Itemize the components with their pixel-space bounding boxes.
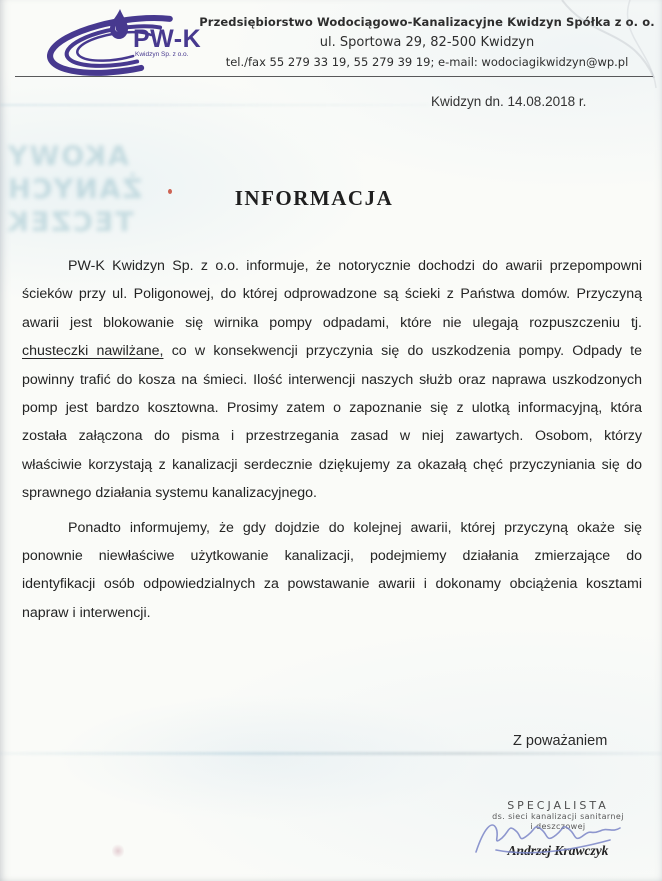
pwk-logo-graphic (16, 6, 208, 80)
body-line: została załączona do pisma i przestrzegania zasad w niej zawartych. Osobom, którzy (22, 428, 642, 445)
body-line: pomp jest bardzo kosztowna. Prosimy zatem o zapoznanie się z ulotką informacyjną, która (22, 400, 642, 417)
body-line: powinny trafić do kosza na śmieci. Ilość interwencji naszych służb oraz naprawa uszkodzonych (22, 371, 642, 388)
body-line: identyfikacji osób odpowiedzialnych za powstawanie awarii i dokonamy obciążenia kosztami (22, 576, 642, 593)
body-line-text: co w konsekwencji przyczynia się do uszkodzenia pompy. Odpady te (163, 343, 642, 360)
company-name: Przedsiębiorstwo Wodociągowo-Kanalizacyjne Kwidzyn Spółka z o. o. (199, 15, 655, 29)
paper-crease-middle (0, 752, 662, 755)
signature-dept-1: ds. sieci kanalizacji sanitarnej (492, 812, 624, 821)
ink-smudge (112, 843, 124, 859)
paper-crease-top (0, 104, 430, 106)
logo-subtext: Kwidzyn Sp. z o.o. (135, 51, 189, 58)
body-line: awarii jest blokowanie się wirnika pompy odpadami, które nie ulegają rozpuszczeniu tj. (22, 314, 642, 331)
body-line (22, 337, 642, 365)
paragraph-1 (22, 252, 642, 508)
body-line: napraw i interwencji. (22, 604, 151, 621)
signature-block (468, 799, 648, 859)
letter-body (22, 252, 642, 627)
ghost-line: TECZEK (6, 207, 134, 238)
closing-salutation: Z poważaniem (513, 733, 608, 749)
body-line: właściwie korzystają z kanalizacji serdecznie dziękujemy za okazałą chęć przyczyniania się do (22, 456, 642, 473)
company-contact: tel./fax 55 279 33 19, 55 279 39 19; e-mail: wodociagikwidzyn@wp.pl (225, 55, 629, 69)
company-logo (16, 6, 208, 80)
letterhead (198, 12, 656, 72)
ghost-line: ŻANYCH (6, 174, 143, 205)
signatory-name: Andrzej Krawczyk (507, 843, 609, 858)
signature-dept-2: i deszczowej (530, 822, 586, 831)
body-line: Ponadto informujemy, że gdy dojdzie do kolejnej awarii, której przyczyną okaże się (68, 519, 642, 536)
paragraph-2 (22, 514, 642, 628)
body-line: ponownie niewłaściwe użytkowanie kanalizacji, podejmiemy działania zmierzające do (22, 548, 642, 565)
company-address: ul. Sportowa 29, 82-500 Kwidzyn (319, 35, 535, 50)
date-line: Kwidzyn dn. 14.08.2018 r. (431, 94, 587, 109)
body-line: PW-K Kwidzyn Sp. z o.o. informuje, że notorycznie dochodzi do awarii przepompowni (68, 258, 642, 274)
signature-role: SPECJALISTA (507, 799, 609, 812)
body-line: sprawnego działania systemu kanalizacyjnego. (22, 485, 317, 502)
underlined-phrase: chusteczki nawilżane, (22, 343, 164, 360)
header-divider (15, 76, 653, 77)
ghost-line: AKOWY (6, 141, 129, 172)
letter-title: INFORMACJA (234, 186, 394, 210)
body-line: ścieków przy ul. Poligonowej, do której odprowadzone są ścieki z Państwa domów. Przyczyną (22, 286, 642, 303)
water-drop-icon (110, 9, 128, 39)
logo-acronym: PW-K (133, 25, 202, 53)
